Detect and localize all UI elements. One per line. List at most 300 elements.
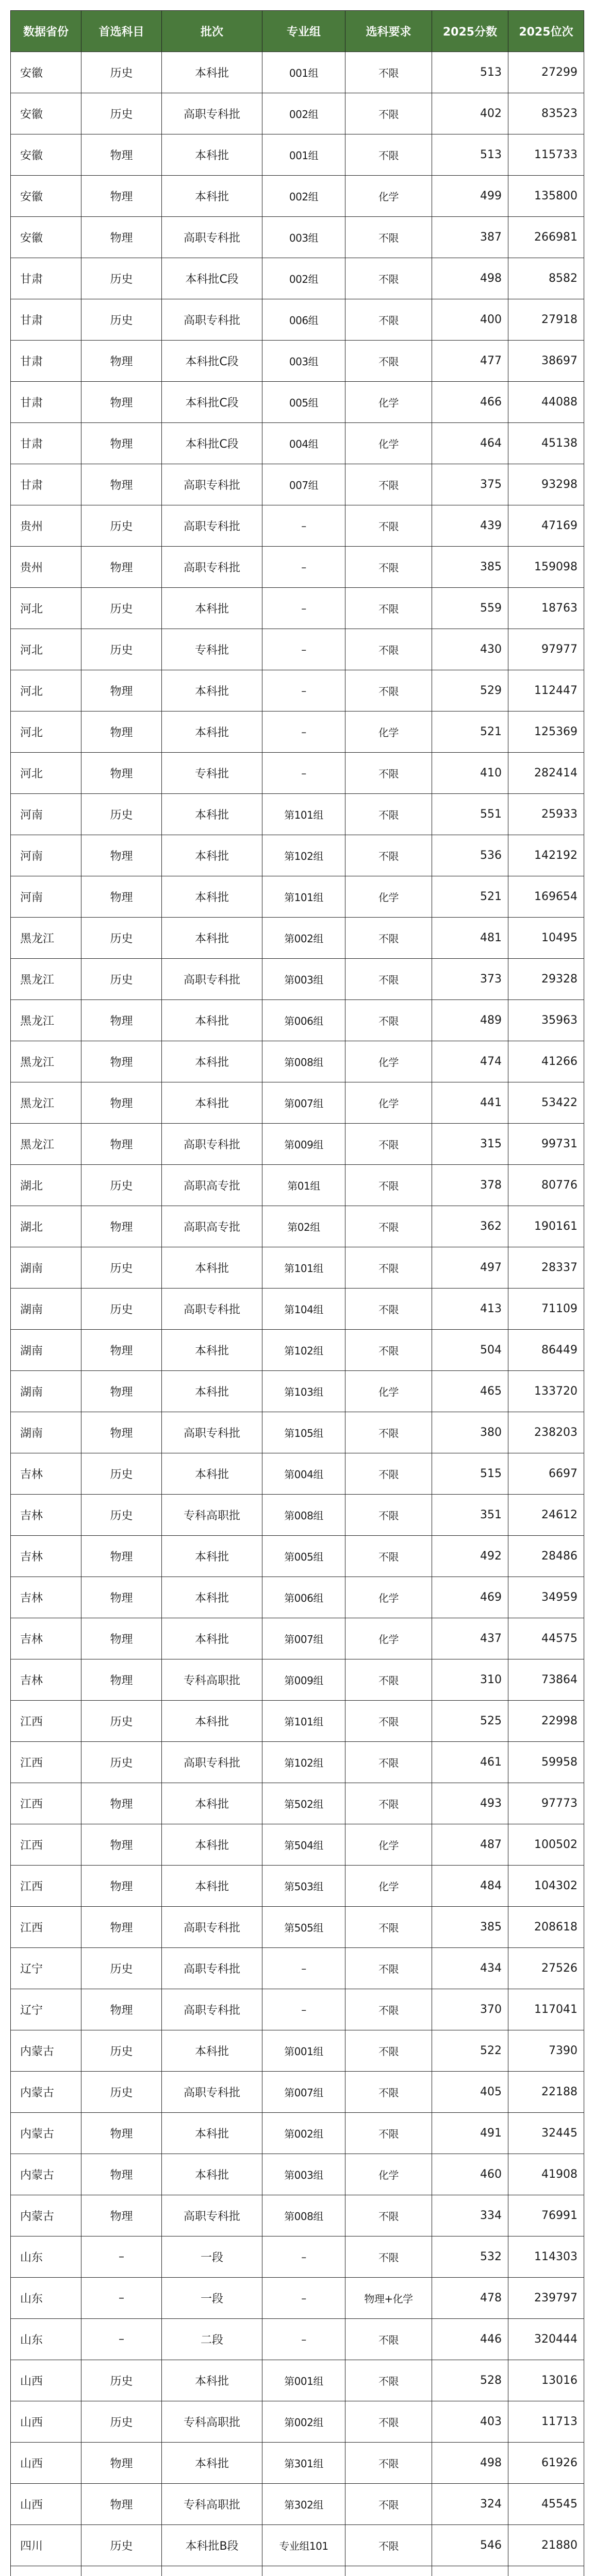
cell-batch: 高职专科批 xyxy=(162,2195,262,2236)
cell-province: 甘肃 xyxy=(11,382,81,423)
cell-rank: 25933 xyxy=(508,794,584,835)
cell-subject-requirement: 不限 xyxy=(345,258,432,299)
cell-first-subject: 物理 xyxy=(81,2484,162,2525)
cell-batch: 本科批 xyxy=(162,670,262,711)
cell-rank: 83523 xyxy=(508,93,584,134)
cell-province: 黑龙江 xyxy=(11,1000,81,1041)
cell-batch: 本科批B段 xyxy=(162,2525,262,2566)
cell-subject-requirement: 不限 xyxy=(345,1412,432,1453)
cell-batch: 本科批 xyxy=(162,711,262,753)
cell-rank: 22998 xyxy=(508,1701,584,1742)
cell-batch: 本科批 xyxy=(162,1824,262,1866)
cell-province: 湖南 xyxy=(11,1247,81,1289)
cell-major-group: – xyxy=(262,753,345,794)
table-row xyxy=(11,588,584,629)
cell-subject-requirement: 不限 xyxy=(345,2195,432,2236)
cell-first-subject: 物理 xyxy=(81,1824,162,1866)
table-row xyxy=(11,1948,584,1989)
cell-score: 474 xyxy=(432,1041,508,1082)
cell-first-subject: 物理 xyxy=(81,835,162,876)
cell-first-subject: 历史 xyxy=(81,1289,162,1330)
cell-province: 安徽 xyxy=(11,217,81,258)
cell-batch: 专科高职批 xyxy=(162,2401,262,2443)
cell-major-group: 第101组 xyxy=(262,1247,345,1289)
table-row xyxy=(11,1289,584,1330)
cell-province: 河北 xyxy=(11,670,81,711)
cell-province: 湖南 xyxy=(11,1412,81,1453)
cell-province: 山西 xyxy=(11,2360,81,2401)
cell-subject-requirement: 不限 xyxy=(345,505,432,547)
cell-rank: 97773 xyxy=(508,1783,584,1824)
cell-rank: 208618 xyxy=(508,1907,584,1948)
cell-batch: 专科批 xyxy=(162,629,262,670)
cell-province: 江西 xyxy=(11,1824,81,1866)
cell-rank: 41908 xyxy=(508,2154,584,2195)
table-row xyxy=(11,341,584,382)
cell-major-group xyxy=(262,2566,345,2576)
cell-subject-requirement: 不限 xyxy=(345,1124,432,1165)
cell-province: 甘肃 xyxy=(11,299,81,341)
cell-rank: 282414 xyxy=(508,753,584,794)
cell-batch: 高职专科批 xyxy=(162,464,262,505)
cell-subject-requirement: 不限 xyxy=(345,1783,432,1824)
cell-major-group: 第003组 xyxy=(262,2154,345,2195)
table-row xyxy=(11,753,584,794)
cell-rank: 35963 xyxy=(508,1000,584,1041)
cell-first-subject: – xyxy=(81,2236,162,2278)
cell-score: 324 xyxy=(432,2484,508,2525)
cell-score: 439 xyxy=(432,505,508,547)
cell-batch: 高职专科批 xyxy=(162,959,262,1000)
table-row xyxy=(11,134,584,176)
cell-rank: 104302 xyxy=(508,1866,584,1907)
cell-batch: 专科高职批 xyxy=(162,1659,262,1701)
cell-subject-requirement: 不限 xyxy=(345,93,432,134)
cell-first-subject: 物理 xyxy=(81,176,162,217)
table-row xyxy=(11,1082,584,1124)
cell-rank: 80776 xyxy=(508,1165,584,1206)
cell-batch: 专科高职批 xyxy=(162,2484,262,2525)
cell-rank: 61926 xyxy=(508,2443,584,2484)
cell-rank: 59958 xyxy=(508,1742,584,1783)
cell-first-subject: 物理 xyxy=(81,1536,162,1577)
cell-score: 551 xyxy=(432,794,508,835)
cell-batch: 本科批C段 xyxy=(162,258,262,299)
cell-score: 400 xyxy=(432,299,508,341)
cell-batch: 高职专科批 xyxy=(162,1412,262,1453)
cell-score: 536 xyxy=(432,835,508,876)
cell-score: 493 xyxy=(432,1783,508,1824)
cell-subject-requirement: 不限 xyxy=(345,1659,432,1701)
table-row xyxy=(11,2154,584,2195)
cell-batch: 本科批 xyxy=(162,1866,262,1907)
cell-batch: 本科批 xyxy=(162,1783,262,1824)
cell-first-subject: 历史 xyxy=(81,629,162,670)
table-row xyxy=(11,2113,584,2154)
cell-province: 辽宁 xyxy=(11,1948,81,1989)
cell-first-subject: – xyxy=(81,2319,162,2360)
table-row xyxy=(11,1742,584,1783)
cell-major-group: – xyxy=(262,505,345,547)
cell-province: 内蒙古 xyxy=(11,2113,81,2154)
cell-province: 江西 xyxy=(11,1783,81,1824)
cell-batch: 本科批 xyxy=(162,2443,262,2484)
cell-province: 河北 xyxy=(11,753,81,794)
cell-batch: 本科批 xyxy=(162,1082,262,1124)
cell-major-group: 第505组 xyxy=(262,1907,345,1948)
cell-batch: 本科批 xyxy=(162,2030,262,2072)
cell-major-group: 第007组 xyxy=(262,1082,345,1124)
cell-province: 山西 xyxy=(11,2401,81,2443)
cell-batch: 专科高职批 xyxy=(162,1495,262,1536)
table-row xyxy=(11,423,584,464)
table-row xyxy=(11,876,584,918)
cell-batch: 本科批C段 xyxy=(162,341,262,382)
cell-score: 434 xyxy=(432,1948,508,1989)
header-first-subject: 首选科目 xyxy=(81,11,162,52)
table-row xyxy=(11,711,584,753)
cell-first-subject: 物理 xyxy=(81,464,162,505)
cell-major-group: 第101组 xyxy=(262,1701,345,1742)
cell-batch: 本科批 xyxy=(162,2113,262,2154)
cell-first-subject: 物理 xyxy=(81,1866,162,1907)
cell-rank: 99731 xyxy=(508,1124,584,1165)
cell-major-group: 第101组 xyxy=(262,876,345,918)
cell-major-group: 001组 xyxy=(262,134,345,176)
cell-subject-requirement: 化学 xyxy=(345,2154,432,2195)
cell-rank: 34959 xyxy=(508,1577,584,1618)
header-major-group: 专业组 xyxy=(262,11,345,52)
cell-major-group: 第105组 xyxy=(262,1412,345,1453)
cell-first-subject: 物理 xyxy=(81,876,162,918)
cell-subject-requirement: 不限 xyxy=(345,1989,432,2030)
cell-score: 498 xyxy=(432,2443,508,2484)
cell-score: 484 xyxy=(432,1866,508,1907)
cell-major-group: 第002组 xyxy=(262,2113,345,2154)
cell-score: 546 xyxy=(432,2525,508,2566)
cell-batch: 本科批 xyxy=(162,1577,262,1618)
cell-subject-requirement: 化学 xyxy=(345,1082,432,1124)
cell-rank: 53422 xyxy=(508,1082,584,1124)
cell-subject-requirement: 不限 xyxy=(345,1453,432,1495)
cell-score: 532 xyxy=(432,2236,508,2278)
cell-first-subject: 物理 xyxy=(81,1371,162,1412)
cell-rank: 45138 xyxy=(508,423,584,464)
cell-batch: 高职高专批 xyxy=(162,1165,262,1206)
cell-score: 461 xyxy=(432,1742,508,1783)
table-row xyxy=(11,1536,584,1577)
cell-score: 464 xyxy=(432,423,508,464)
cell-major-group: 第301组 xyxy=(262,2443,345,2484)
cell-batch: 高职专科批 xyxy=(162,1948,262,1989)
cell-rank: 239797 xyxy=(508,2278,584,2319)
cell-first-subject: 物理 xyxy=(81,1659,162,1701)
cell-major-group: – xyxy=(262,711,345,753)
table-row xyxy=(11,2319,584,2360)
table-row xyxy=(11,2236,584,2278)
cell-rank: 76991 xyxy=(508,2195,584,2236)
cell-province: 吉林 xyxy=(11,1659,81,1701)
cell-rank: 47169 xyxy=(508,505,584,547)
cell-province: 安徽 xyxy=(11,52,81,93)
cell-subject-requirement: 不限 xyxy=(345,1247,432,1289)
cell-score: 403 xyxy=(432,2401,508,2443)
cell-subject-requirement: 物理+化学 xyxy=(345,2278,432,2319)
cell-batch: 本科批 xyxy=(162,176,262,217)
table-row xyxy=(11,1618,584,1659)
cell-rank: 169654 xyxy=(508,876,584,918)
cell-first-subject: 历史 xyxy=(81,258,162,299)
cell-first-subject: 物理 xyxy=(81,134,162,176)
cell-batch: 本科批 xyxy=(162,1701,262,1742)
cell-subject-requirement: 化学 xyxy=(345,1371,432,1412)
cell-province: 安徽 xyxy=(11,134,81,176)
cell-subject-requirement: 不限 xyxy=(345,1165,432,1206)
cell-subject-requirement: 不限 xyxy=(345,1701,432,1742)
table-row xyxy=(11,1412,584,1453)
cell-rank: 71109 xyxy=(508,1289,584,1330)
cell-subject-requirement: 不限 xyxy=(345,52,432,93)
cell-first-subject: 历史 xyxy=(81,93,162,134)
cell-score: 522 xyxy=(432,2030,508,2072)
cell-major-group: 第006组 xyxy=(262,1577,345,1618)
table-row xyxy=(11,1206,584,1247)
cell-major-group: 第503组 xyxy=(262,1866,345,1907)
cell-subject-requirement: 不限 xyxy=(345,134,432,176)
cell-major-group: – xyxy=(262,670,345,711)
cell-rank: 32445 xyxy=(508,2113,584,2154)
cell-rank: 266981 xyxy=(508,217,584,258)
cell-first-subject: 物理 xyxy=(81,1783,162,1824)
cell-score: 525 xyxy=(432,1701,508,1742)
cell-subject-requirement: 不限 xyxy=(345,1948,432,1989)
cell-major-group: – xyxy=(262,588,345,629)
cell-batch: 本科批 xyxy=(162,1330,262,1371)
cell-first-subject: 历史 xyxy=(81,299,162,341)
cell-subject-requirement: 不限 xyxy=(345,2319,432,2360)
cell-province: 安徽 xyxy=(11,176,81,217)
cell-province: 辽宁 xyxy=(11,1989,81,2030)
cell-province: 甘肃 xyxy=(11,258,81,299)
cell-rank: 159098 xyxy=(508,547,584,588)
cell-first-subject: 物理 xyxy=(81,1989,162,2030)
cell-province: 河南 xyxy=(11,876,81,918)
cell-subject-requirement: 化学 xyxy=(345,711,432,753)
table-row xyxy=(11,794,584,835)
cell-score xyxy=(432,2566,508,2576)
cell-rank: 27299 xyxy=(508,52,584,93)
table-row xyxy=(11,1330,584,1371)
cell-major-group: 第01组 xyxy=(262,1165,345,1206)
cell-score: 515 xyxy=(432,1453,508,1495)
cell-batch: 高职专科批 xyxy=(162,217,262,258)
table-body xyxy=(11,52,584,2576)
cell-subject-requirement: 化学 xyxy=(345,423,432,464)
cell-major-group: 第007组 xyxy=(262,2072,345,2113)
cell-batch: 高职专科批 xyxy=(162,93,262,134)
table-row xyxy=(11,1577,584,1618)
cell-rank: 133720 xyxy=(508,1371,584,1412)
cell-first-subject: 历史 xyxy=(81,794,162,835)
cell-first-subject: 物理 xyxy=(81,1000,162,1041)
table-row xyxy=(11,464,584,505)
cell-rank: 45545 xyxy=(508,2484,584,2525)
cell-rank: 97977 xyxy=(508,629,584,670)
cell-batch: 高职专科批 xyxy=(162,2072,262,2113)
table-row xyxy=(11,1165,584,1206)
cell-major-group: 第001组 xyxy=(262,2360,345,2401)
cell-first-subject: 物理 xyxy=(81,1577,162,1618)
cell-score: 375 xyxy=(432,464,508,505)
cell-batch: 二段 xyxy=(162,2319,262,2360)
header-subject-requirement: 选科要求 xyxy=(345,11,432,52)
cell-province: 黑龙江 xyxy=(11,1082,81,1124)
cell-batch: 本科批 xyxy=(162,835,262,876)
header-batch: 批次 xyxy=(162,11,262,52)
table-row xyxy=(11,2401,584,2443)
cell-rank: 44575 xyxy=(508,1618,584,1659)
cell-rank: 100502 xyxy=(508,1824,584,1866)
cell-first-subject: 物理 xyxy=(81,2195,162,2236)
cell-major-group: 007组 xyxy=(262,464,345,505)
table-row xyxy=(11,1866,584,1907)
table-row xyxy=(11,918,584,959)
table-row xyxy=(11,2360,584,2401)
cell-province: 内蒙古 xyxy=(11,2030,81,2072)
cell-subject-requirement: 不限 xyxy=(345,341,432,382)
cell-score: 492 xyxy=(432,1536,508,1577)
cell-batch: 高职专科批 xyxy=(162,505,262,547)
cell-rank: 135800 xyxy=(508,176,584,217)
cell-major-group: 006组 xyxy=(262,299,345,341)
cell-rank: 125369 xyxy=(508,711,584,753)
cell-major-group: 第504组 xyxy=(262,1824,345,1866)
cell-province: 安徽 xyxy=(11,93,81,134)
cell-first-subject: 物理 xyxy=(81,1330,162,1371)
cell-major-group: 第02组 xyxy=(262,1206,345,1247)
table-row xyxy=(11,1783,584,1824)
cell-subject-requirement: 不限 xyxy=(345,299,432,341)
cell-first-subject xyxy=(81,2566,162,2576)
cell-batch: 高职专科批 xyxy=(162,1124,262,1165)
cell-major-group: 005组 xyxy=(262,382,345,423)
cell-rank: 18763 xyxy=(508,588,584,629)
cell-province: 吉林 xyxy=(11,1618,81,1659)
cell-score: 469 xyxy=(432,1577,508,1618)
cell-province: 湖北 xyxy=(11,1206,81,1247)
cell-score: 487 xyxy=(432,1824,508,1866)
cell-subject-requirement: 不限 xyxy=(345,2072,432,2113)
cell-subject-requirement: 化学 xyxy=(345,1866,432,1907)
cell-first-subject: 历史 xyxy=(81,1742,162,1783)
cell-province: 河南 xyxy=(11,835,81,876)
cell-score: 498 xyxy=(432,258,508,299)
cell-score: 529 xyxy=(432,670,508,711)
cell-province: 吉林 xyxy=(11,1536,81,1577)
cell-score: 497 xyxy=(432,1247,508,1289)
cell-batch: 高职高专批 xyxy=(162,1206,262,1247)
cell-score: 491 xyxy=(432,2113,508,2154)
cell-subject-requirement: 不限 xyxy=(345,835,432,876)
cell-score: 477 xyxy=(432,341,508,382)
cell-batch: 本科批 xyxy=(162,1000,262,1041)
cell-rank: 142192 xyxy=(508,835,584,876)
table-row xyxy=(11,1247,584,1289)
cell-rank xyxy=(508,2566,584,2576)
cell-major-group: 专业组101 xyxy=(262,2525,345,2566)
cell-major-group: 第002组 xyxy=(262,2401,345,2443)
cell-province: 江西 xyxy=(11,1701,81,1742)
cell-province: 黑龙江 xyxy=(11,959,81,1000)
cell-province: 内蒙古 xyxy=(11,2154,81,2195)
table-row xyxy=(11,217,584,258)
cell-score: 402 xyxy=(432,93,508,134)
cell-rank: 13016 xyxy=(508,2360,584,2401)
cell-first-subject: 历史 xyxy=(81,1495,162,1536)
cell-subject-requirement: 化学 xyxy=(345,1041,432,1082)
cell-subject-requirement: 不限 xyxy=(345,2030,432,2072)
cell-province: 湖北 xyxy=(11,1165,81,1206)
cell-batch: 高职专科批 xyxy=(162,299,262,341)
cell-first-subject: 物理 xyxy=(81,670,162,711)
cell-subject-requirement: 不限 xyxy=(345,1330,432,1371)
cell-score: 521 xyxy=(432,711,508,753)
cell-major-group: 第002组 xyxy=(262,918,345,959)
table-row xyxy=(11,1495,584,1536)
table-row xyxy=(11,505,584,547)
table-row xyxy=(11,547,584,588)
cell-score: 385 xyxy=(432,547,508,588)
cell-subject-requirement: 化学 xyxy=(345,1824,432,1866)
cell-subject-requirement: 不限 xyxy=(345,2401,432,2443)
cell-subject-requirement: 不限 xyxy=(345,1206,432,1247)
cell-rank: 38697 xyxy=(508,341,584,382)
cell-batch: 本科批C段 xyxy=(162,382,262,423)
cell-first-subject: 历史 xyxy=(81,505,162,547)
table-row xyxy=(11,1907,584,1948)
table-row xyxy=(11,382,584,423)
cell-rank: 24612 xyxy=(508,1495,584,1536)
table-row xyxy=(11,629,584,670)
cell-major-group: 第102组 xyxy=(262,835,345,876)
cell-major-group: 第001组 xyxy=(262,2030,345,2072)
cell-first-subject: 物理 xyxy=(81,341,162,382)
cell-rank: 28337 xyxy=(508,1247,584,1289)
table-row xyxy=(11,2195,584,2236)
cell-score: 499 xyxy=(432,176,508,217)
cell-major-group: 第103组 xyxy=(262,1371,345,1412)
table-row xyxy=(11,299,584,341)
cell-major-group: – xyxy=(262,2319,345,2360)
cell-first-subject: 物理 xyxy=(81,217,162,258)
cell-first-subject: 物理 xyxy=(81,1412,162,1453)
cell-province: 黑龙江 xyxy=(11,1124,81,1165)
cell-subject-requirement: 不限 xyxy=(345,2443,432,2484)
cell-major-group: 002组 xyxy=(262,93,345,134)
cell-batch: 本科批 xyxy=(162,918,262,959)
cell-subject-requirement: 不限 xyxy=(345,629,432,670)
cell-rank: 11713 xyxy=(508,2401,584,2443)
cell-subject-requirement: 不限 xyxy=(345,1536,432,1577)
cell-province: 吉林 xyxy=(11,1453,81,1495)
table-row xyxy=(11,1989,584,2030)
cell-batch: 专科批 xyxy=(162,753,262,794)
header-province: 数据省份 xyxy=(11,11,81,52)
cell-major-group: – xyxy=(262,2278,345,2319)
cell-batch: 高职专科批 xyxy=(162,1289,262,1330)
cell-province: 内蒙古 xyxy=(11,2072,81,2113)
cell-major-group: 002组 xyxy=(262,176,345,217)
